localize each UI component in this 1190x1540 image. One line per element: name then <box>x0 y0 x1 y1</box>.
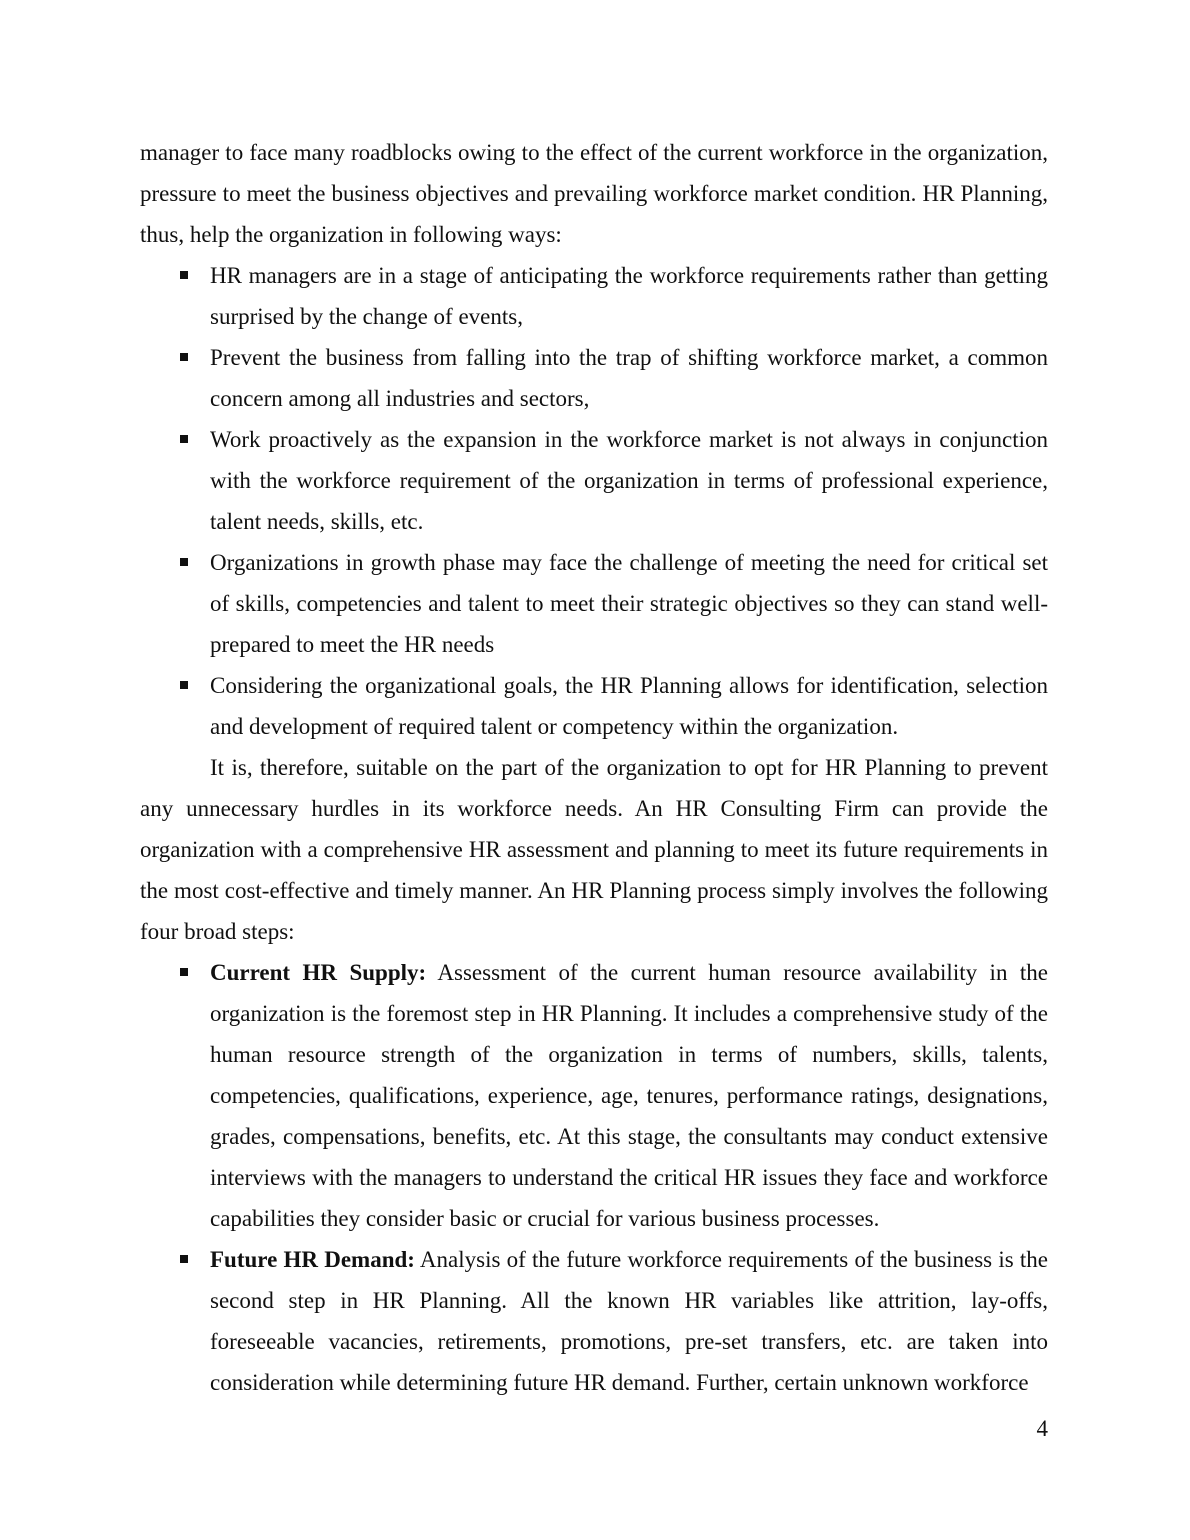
paragraph-intro: manager to face many roadblocks owing to the effect of the current workforce in the organization, pressure to meet the business objectives and prevailing workforce market condition. HR Planning, thus, help the organization in following ways: <box>140 140 1048 247</box>
list-item <box>140 419 1048 542</box>
list-item <box>140 542 1048 665</box>
list-item <box>140 337 1048 419</box>
list-item-text: Organizations in growth phase may face the challenge of meeting the need for critical set of skills, competencies and talent to meet their strategic objectives so they can stand well-prepared to meet the HR needs <box>210 550 1048 657</box>
square-bullet-icon <box>180 271 188 279</box>
page-number: 4 <box>1036 1416 1048 1441</box>
square-bullet-icon <box>180 558 188 566</box>
list-item <box>140 1239 1048 1403</box>
list-item-text: Prevent the business from falling into the trap of shifting workforce market, a common concern among all industries and sectors, <box>210 345 1048 411</box>
list-item-text: HR managers are in a stage of anticipating the workforce requirements rather than getting surprised by the change of events, <box>210 263 1048 329</box>
list-item-text: Assessment of the current human resource availability in the organization is the foremost step in HR Planning. It includes a comprehensive study of the human resource strength of the organization in terms of numbers, skills, talents, competencies, qualifications, experience, age, tenures, performance ratings, designations, grades, compensations, benefits, etc. At this stage, the consultants may conduct extensive interviews with the managers to understand the critical HR issues they face and workforce capabilities they consider basic or crucial for various business processes. <box>210 960 1049 1231</box>
paragraph-hr-planning: It is, therefore, suitable on the part of the organization to opt for HR Planning to prevent any unnecessary hurdles in its workforce needs. An HR Consulting Firm can provide the organization with a comprehensive HR assessment and planning to meet its future requirements in the most cost-effective and timely manner. An HR Planning process simply involves the following four broad steps: <box>140 755 1048 944</box>
list-item-lead: Current HR Supply: <box>210 960 427 985</box>
list-item <box>140 255 1048 337</box>
square-bullet-icon <box>180 353 188 361</box>
list-item-lead: Future HR Demand: <box>210 1247 415 1272</box>
square-bullet-icon <box>180 435 188 443</box>
list-item <box>140 665 1048 747</box>
list-item-text: Considering the organizational goals, the HR Planning allows for identification, selection and development of required talent or competency within the organization. <box>210 673 1048 739</box>
square-bullet-icon <box>180 681 188 689</box>
bullet-list-benefits <box>140 255 1048 747</box>
document-body <box>140 132 1048 1403</box>
list-item <box>140 952 1048 1239</box>
list-item-text: Analysis of the future workforce requirements of the business is the second step in HR Planning. All the known HR variables like attrition, lay-offs, foreseeable vacancies, retirements, promotions, pre-set transfers, etc. are taken into consideration while determining future HR demand. Further, certain unknown workforce <box>210 1247 1048 1395</box>
square-bullet-icon <box>180 1255 188 1263</box>
bullet-list-steps <box>140 952 1048 1403</box>
square-bullet-icon <box>180 968 188 976</box>
list-item-text: Work proactively as the expansion in the workforce market is not always in conjunction with the workforce requirement of the organization in terms of professional experience, talent needs, skills, etc. <box>210 427 1048 534</box>
